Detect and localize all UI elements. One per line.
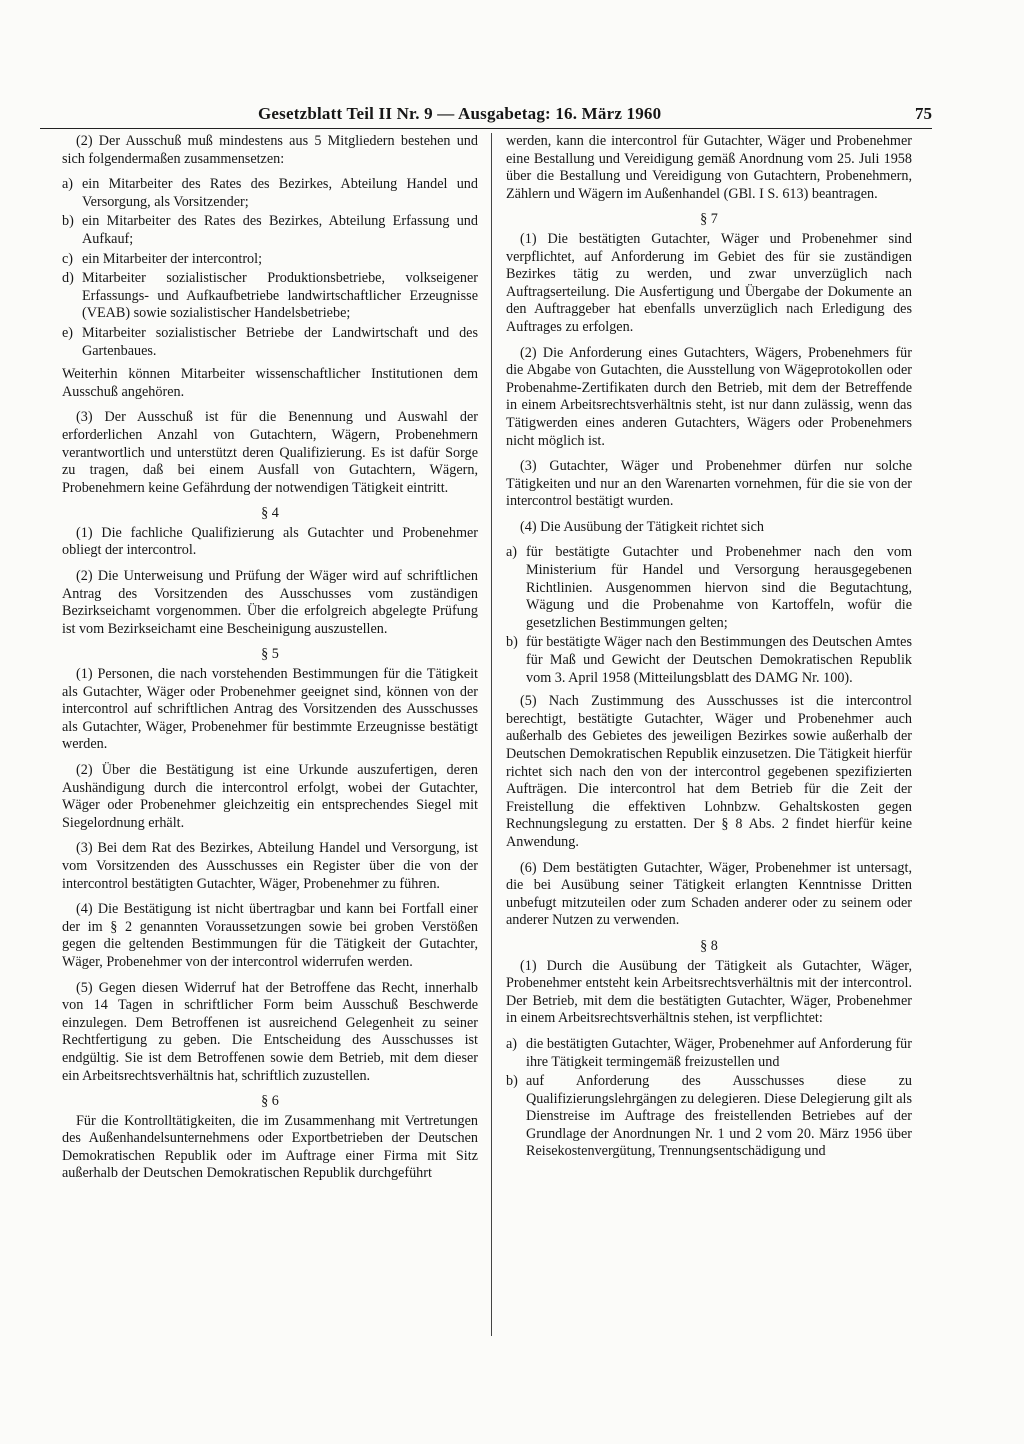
list-text: ein Mitarbeiter des Rates des Bezirkes, Abteilung Erfassung und Aufkauf; [82, 213, 478, 247]
list-letter: a) [62, 176, 74, 193]
section-heading: § 6 [261, 1093, 279, 1110]
paragraph: (5) Gegen diesen Widerruf hat der Betroffene das Recht, innerhalb von 14 Tagen in schriftlicher Form beim Ausschuß Beschwerde einzulegen. Dem Betroffenen ist ausreichend Gelegenheit zu seiner Rechtfertigung zu geben. Die Entscheidung des Ausschusses ist endgültig. Sie ist dem Betroffenen sowie dem Betrieb, mit dem dieser ein Arbeitsrechtsverhältnis hat, schriftlich zuzustellen. [62, 979, 478, 1084]
list-text: Mitarbeiter sozialistischer Produktionsbetriebe, volkseigener Erfassungs- und Aufkaufbetriebe landwirtschaftlicher Erzeugnisse (VEAB) sowie sozialistischer Handelsbetriebe; [82, 270, 478, 322]
list-a-b [506, 544, 912, 687]
paragraph: (1) Die bestätigten Gutachter, Wäger und Probenehmer sind verpflichtet, auf Anforderung im Gebiet des für sie zuständigen Bezirkes tätig zu werden, und zwar unverzüglich nach Auftragserteilung. Die Ausfertigung und Übergabe der Dokumente an den Auftraggeber hat ebenfalls unverzüglich nach Erledigung des Auftrages zu erfolgen. [506, 230, 912, 335]
list-letter: c) [62, 250, 74, 267]
list-text: ein Mitarbeiter der intercontrol; [82, 250, 263, 267]
right-column [506, 133, 912, 1167]
list-letter: b) [62, 213, 74, 230]
paragraph: (2) Die Unterweisung und Prüfung der Wäger wird auf schriftlichen Antrag des Vorsitzenden des Ausschusses vom zuständigen Bezirkseichamt vorgenommen. Über die erfolgreich abgelegte Prüfung ist vom Bezirkseichamt eine Bescheinigung auszustellen. [62, 568, 478, 637]
list-item [506, 1036, 912, 1071]
list-text: für bestätigte Wäger nach den Bestimmungen des Deutschen Amtes für Maß und Gewicht der Deutschen Demokratischen Republik vom 3. April 1958 (Mitteilungsblatt des DAMG Nr. 100). [526, 634, 912, 686]
page-number: 75 [915, 104, 932, 123]
paragraph: (4) Die Bestätigung ist nicht übertragbar und kann bei Fortfall einer der im § 2 genannten Voraussetzungen sowie bei groben Verstößen gegen die geltenden Bestimmungen für die Tätigkeit der Gutachter, Wäger, Probenehmer von der intercontrol widerrufen werden. [62, 901, 478, 970]
paragraph: (1) Durch die Ausübung der Tätigkeit als Gutachter, Wäger, Probenehmer entsteht kein Arbeitsrechtsverhältnis mit der intercontrol. Der Betrieb, mit dem die bestätigten Gutachter, Wäger, Probenehmer in einem Arbeitsrechtsverhältnis stehen, ist verpflichtet: [506, 957, 912, 1027]
paragraph: Für die Kontrolltätigkeiten, die im Zusammenhang mit Vertretungen des Außenhandelsunternehmens oder Exportbetrieben der Deutschen Demokratischen Republik oder im Auftrage einer Firma mit Sitz außerhalb der Deutschen Demokratischen Republik durchgeführt [62, 1112, 478, 1182]
list-item [62, 270, 478, 323]
paragraph: werden, kann die intercontrol für Gutachter, Wäger und Probenehmer eine Bestallung und Vereidigung gemäß Anordnung vom 25. Juli 1958 über die Bestallung und Vereidigung von Gutachtern, Probenehmern, Zählern und Wägern im Außenhandel (GBl. I S. 613) beantragen. [506, 133, 912, 202]
list-text: für bestätigte Gutachter und Probenehmer nach den vom Ministerium für Handel und Versorgung herausgegebenen Richtlinien. Ausgenommen hiervon sind die Begutachtung, Wägung und die Probenahme von Kartoffeln, wofür die gesetzlichen Bestimmungen gelten; [526, 544, 912, 631]
paragraph: (6) Dem bestätigten Gutachter, Wäger, Probenehmer ist untersagt, die bei Ausübung seiner Tätigkeit erlangten Kenntnisse Dritten unbefugt mitzuteilen oder zum Schaden anderer oder zu seinem oder anderer Nutzen zu verwenden. [506, 859, 912, 929]
paragraph: (3) Der Ausschuß ist für die Benennung und Auswahl der erforderlichen Anzahl von Gutachtern, Wägern, Probenehmern verantwortlich und unterstützt deren Qualifizierung. Es ist dafür Sorge zu tragen, daß bei einem Ausfall von Gutachtern, Wägern, Probenehmern keine Gefährdung der notwendigen Tätigkeit eintritt. [62, 409, 478, 496]
paragraph: (3) Gutachter, Wäger und Probenehmer dürfen nur solche Tätigkeiten und nur an den Warenarten vornehmen, für die sie von der intercontrol bestätigt wurden. [506, 458, 912, 510]
list-text: Mitarbeiter sozialistischer Betriebe der Landwirtschaft und des Gartenbaues. [82, 324, 478, 359]
list-item [62, 325, 478, 360]
paragraph: (1) Personen, die nach vorstehenden Bestimmungen für die Tätigkeit als Gutachter, Wäger oder Probenehmer geeignet sind, können von der intercontrol auf schriftlichen Antrag des Vorsitzenden des Ausschusses als Gutachter, Wäger, Probenehmer für bestimmte Erzeugnisse bestätigt werden. [62, 666, 478, 753]
list-item [506, 544, 912, 632]
list-letter: a) [506, 544, 518, 561]
paragraph: Weiterhin können Mitarbeiter wissenschaftlicher Institutionen dem Ausschuß angehören. [62, 366, 478, 400]
list-a-b [506, 1036, 912, 1161]
paragraph: (2) Der Ausschuß muß mindestens aus 5 Mitgliedern bestehen und sich folgendermaßen zusammensetzen: [62, 133, 478, 167]
paragraph: (3) Bei dem Rat des Bezirkes, Abteilung Handel und Versorgung, ist vom Vorsitzenden des Ausschusses ein Register über die von der intercontrol bestätigten Gutachter, Wäger, Probenehmer zu führen. [62, 840, 478, 892]
page-header [40, 104, 932, 129]
list-item [506, 634, 912, 687]
list-item [62, 176, 478, 211]
list-item [62, 251, 478, 269]
list-text: ein Mitarbeiter des Rates des Bezirkes, Abteilung Handel und Versorgung, als Vorsitzender; [82, 176, 478, 210]
list-letter: b) [506, 1073, 518, 1090]
paragraph: (1) Die fachliche Qualifizierung als Gutachter und Probenehmer obliegt der intercontrol. [62, 524, 478, 559]
left-column [62, 133, 478, 1191]
section-heading: § 5 [261, 646, 279, 663]
paragraph: (5) Nach Zustimmung des Ausschusses ist die intercontrol berechtigt, bestätigte Gutachter, Wäger und Probenehmer auch außerhalb des Gebietes des jeweiligen Bezirkes sowie außerhalb der Deutschen Demokratischen Republik einzusetzen. Die Tätigkeit hierfür richtet sich nach den von der intercontrol gegebenen spezifizierten Aufträgen. Die intercontrol hat dem Betrieb für die Zeit der Freistellung die effektiven Lohnbzw. Gehaltskosten gegen Rechnungslegung zu erstatten. Der § 8 Abs. 2 findet hierfür keine Anwendung. [506, 693, 912, 850]
list-letter: e) [62, 324, 74, 341]
section-heading: § 7 [700, 211, 718, 228]
paragraph: (4) Die Ausübung der Tätigkeit richtet sich [520, 518, 765, 535]
list-letter: a) [506, 1035, 518, 1052]
header-title: Gesetzblatt Teil II Nr. 9 — Ausgabetag: 16. März 1960 [258, 104, 662, 123]
list-text: die bestätigten Gutachter, Wäger, Probenehmer auf Anforderung für ihre Tätigkeit termingemäß freizustellen und [526, 1035, 912, 1070]
paragraph: (2) Über die Bestätigung ist eine Urkunde auszufertigen, deren Aushändigung durch die intercontrol erfolgt, wobei der Gutachter, Wäger oder Probenehmer gleichzeitig ein entsprechendes Siegel mit Siegelordnung erhält. [62, 762, 478, 831]
section-heading: § 4 [261, 505, 279, 522]
paragraph: (2) Die Anforderung eines Gutachters, Wägers, Probenehmers für die Abgabe von Gutachten, die Ausstellung von Wägeprotokollen oder Probenahme-Zertifikaten durch den Betrieb, mit dem der Betreffende in einem Arbeitsrechtsverhältnis steht, ist nur dann zulässig, wenn das Tätigwerden eines anderen Gutachters, Wägers oder Probenehmers nicht möglich ist. [506, 344, 912, 449]
column-divider [491, 133, 492, 1336]
list-item [506, 1073, 912, 1161]
list-a-e [62, 176, 478, 360]
section-heading: § 8 [700, 937, 718, 954]
list-letter: d) [62, 270, 74, 287]
list-letter: b) [506, 634, 518, 651]
list-item [62, 213, 478, 248]
list-text: auf Anforderung des Ausschusses diese zu Qualifizierungslehrgängen zu delegieren. Diese Delegierung gilt als Dienstreise im Auftrage des freistellenden Betriebes auf der Grundlage der Anordnungen Nr. 1 und 2 vom 20. März 1956 über Reisekostenvergütung, Trennungsentschädigung und [526, 1073, 912, 1160]
